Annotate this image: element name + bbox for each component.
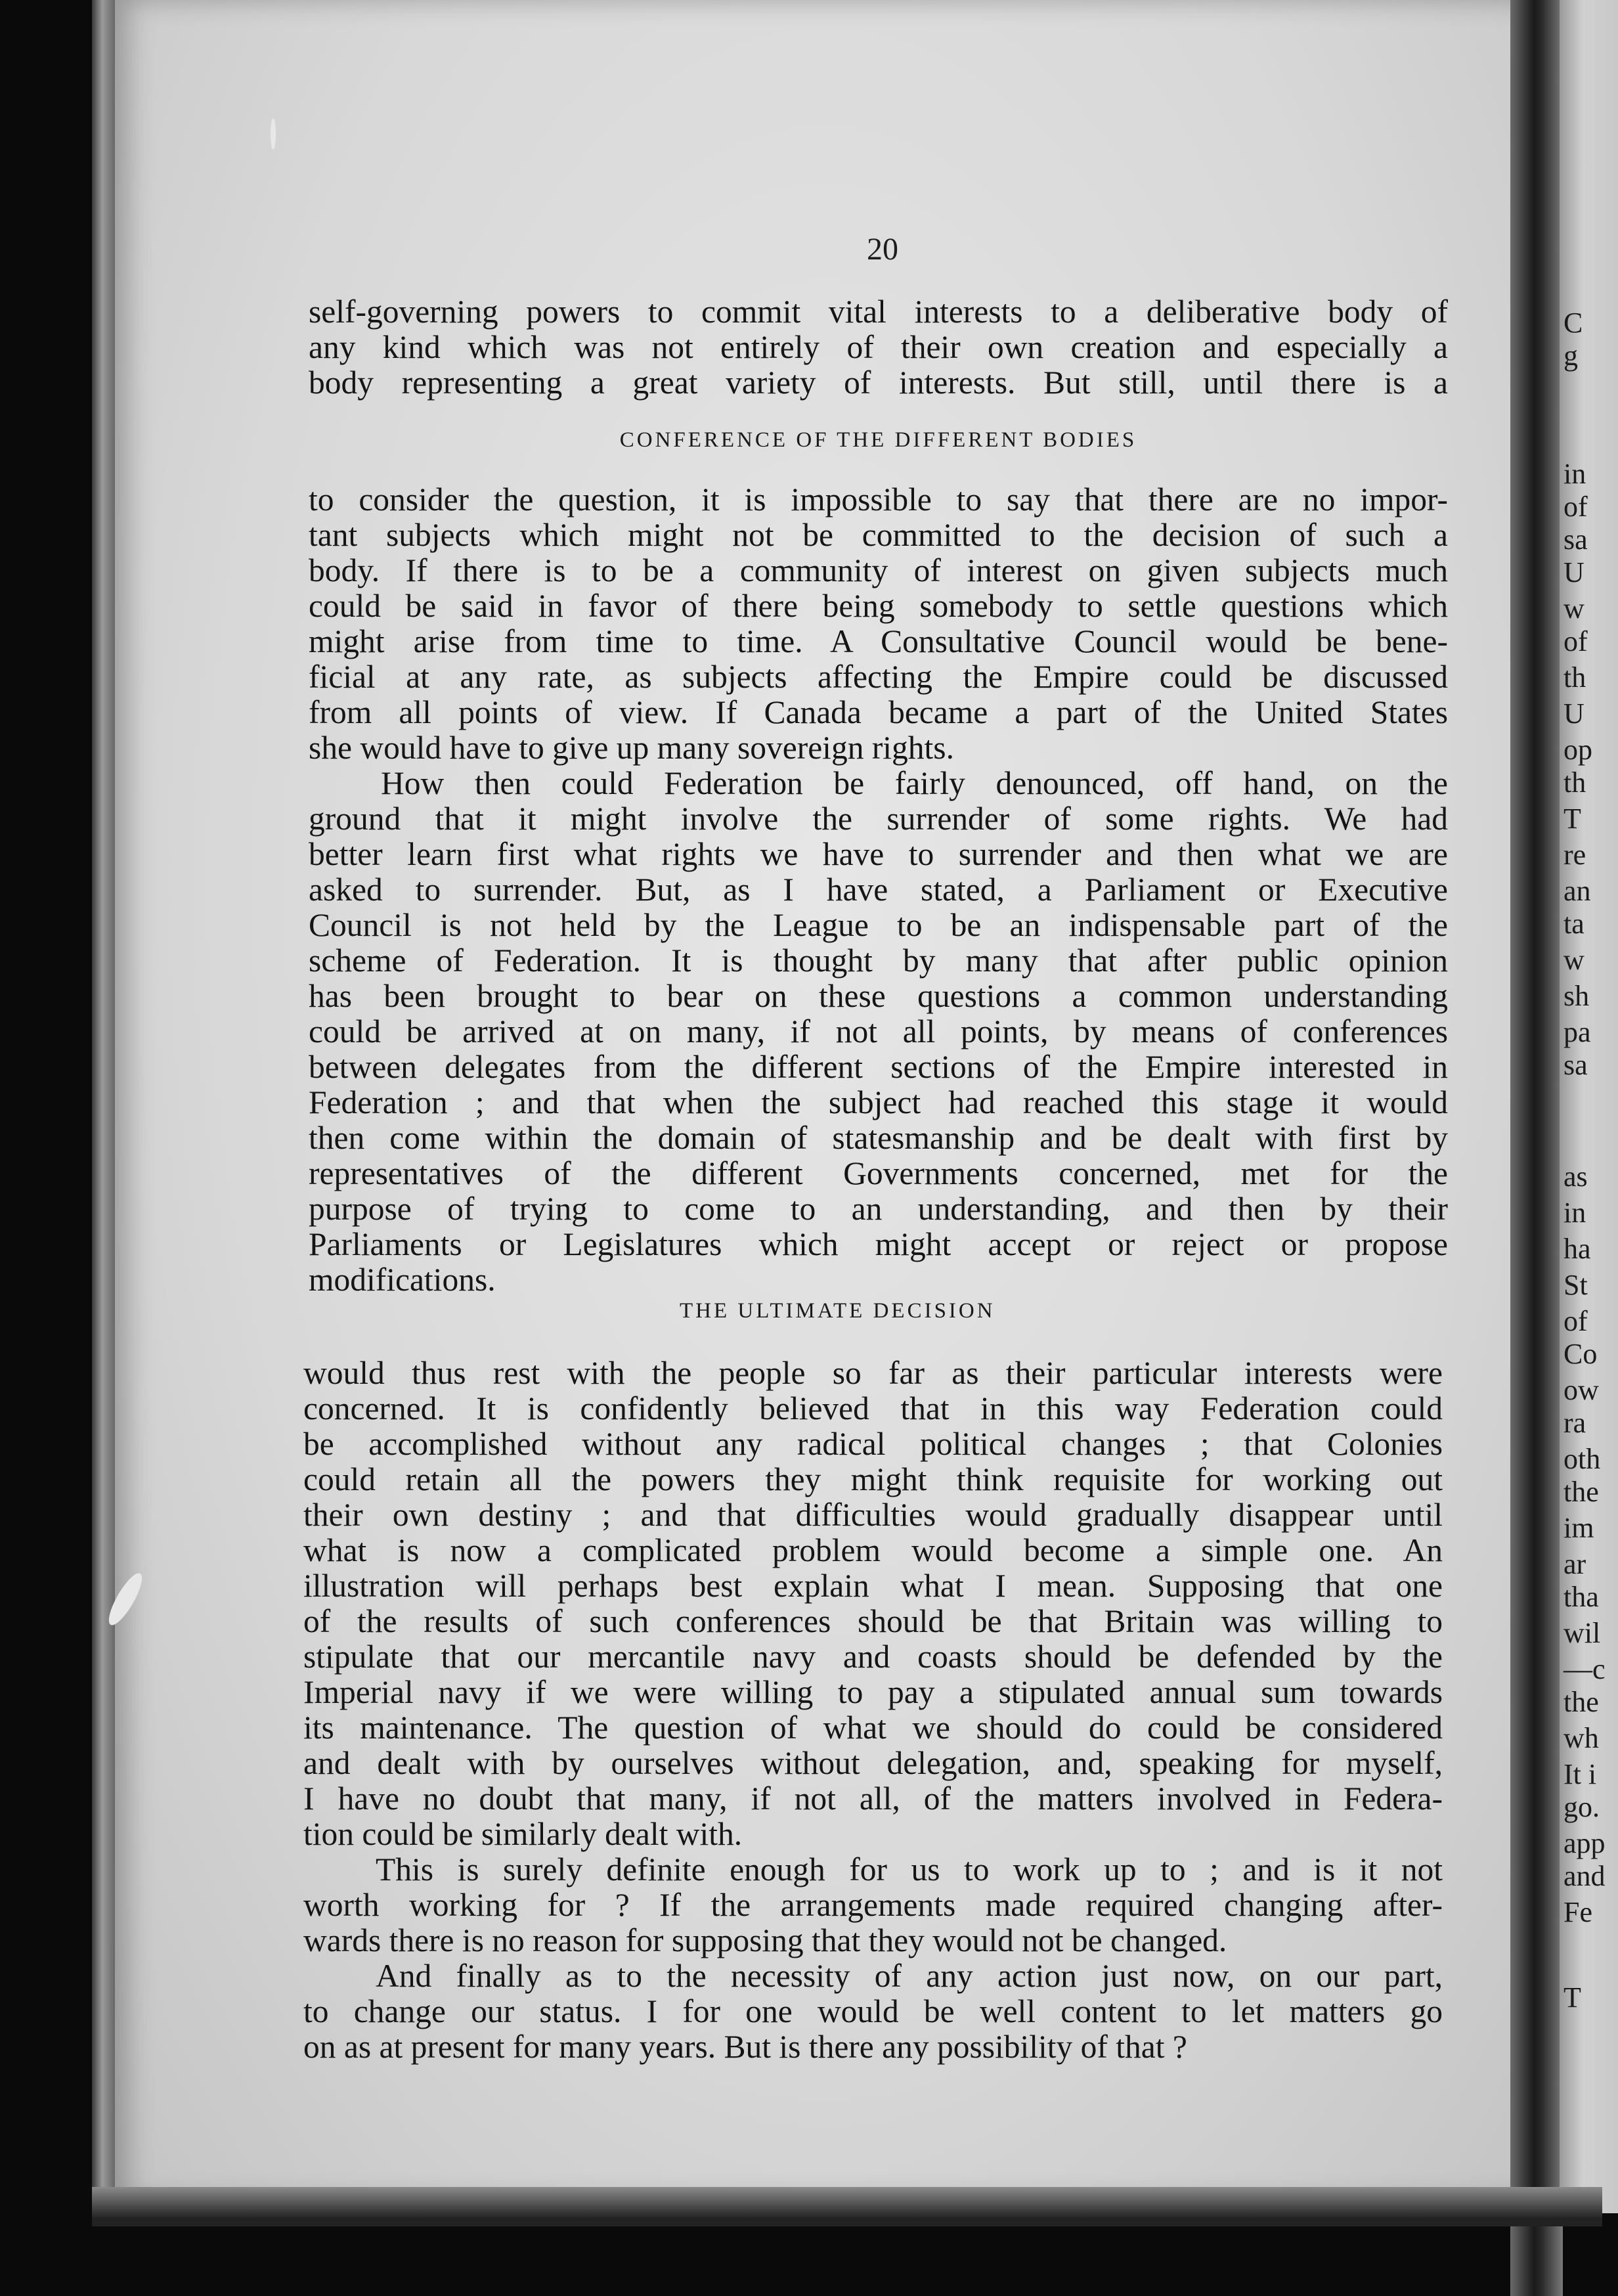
- text-line: Council is not held by the League to be an indispensable part of the: [309, 907, 1448, 943]
- facing-page-fragment: wil: [1563, 1617, 1601, 1649]
- facing-page-fragment: in: [1563, 1197, 1586, 1229]
- text-line: to consider the question, it is impossible to say that there are no impor-: [309, 481, 1448, 518]
- facing-page-fragment: T: [1563, 1981, 1581, 2014]
- facing-page-fragment: an: [1563, 875, 1591, 907]
- facing-page-fragment: as: [1563, 1160, 1588, 1193]
- text-line: ground that it might involve the surrender of some rights. We had: [309, 801, 1448, 837]
- text-line: to change our status. I for one would be well content to let matters go: [303, 1993, 1443, 2029]
- text-line: on as at present for many years. But is there any possibility of that ?: [303, 2029, 1187, 2065]
- text-line: scheme of Federation. It is thought by many that after public opinion: [309, 942, 1448, 979]
- text-line: could retain all the powers they might think requisite for working out: [303, 1461, 1443, 1497]
- facing-page-fragment: U: [1563, 697, 1585, 730]
- facing-page-fragment: of: [1563, 491, 1588, 523]
- facing-page-fragment: th: [1563, 766, 1586, 799]
- text-line: between delegates from the different sections of the Empire interested in: [309, 1049, 1448, 1085]
- text-line: body. If there is to be a community of interest on given subjects much: [309, 552, 1448, 588]
- text-line: Imperial navy if we were willing to pay a stipulated annual sum towards: [303, 1674, 1443, 1710]
- facing-page-fragment: pa: [1563, 1016, 1591, 1048]
- facing-page-fragment: sh: [1563, 980, 1590, 1012]
- facing-page-fragment: and: [1563, 1860, 1606, 1892]
- page-number: 20: [867, 232, 898, 267]
- text-line: of the results of such conferences should be that Britain was willing to: [303, 1603, 1443, 1639]
- facing-page-fragment: St: [1563, 1269, 1588, 1301]
- text-line: could be arrived at on many, if not all points, by means of conferences: [309, 1013, 1448, 1049]
- facing-page-fragment: re: [1563, 839, 1586, 871]
- facing-page-fragment: ra: [1563, 1407, 1586, 1439]
- text-block-1: [309, 294, 1448, 401]
- facing-page-fragment: Co: [1563, 1338, 1598, 1370]
- facing-page-fragment: op: [1563, 734, 1592, 766]
- text-line: purpose of trying to come to an understanding, and then by their: [309, 1191, 1448, 1227]
- text-line: body representing a great variety of interests. But still, until there is a: [309, 364, 1448, 401]
- text-line: Federation ; and that when the subject had reached this stage it would: [309, 1084, 1448, 1120]
- facing-page-fragment: the: [1563, 1476, 1599, 1508]
- facing-page-fragment: It i: [1563, 1758, 1597, 1790]
- text-line: might arise from time to time. A Consultative Council would be bene-: [309, 623, 1448, 659]
- facing-page-fragment: U: [1563, 556, 1585, 588]
- section-heading: THE ULTIMATE DECISION: [680, 1299, 995, 1323]
- text-line: their own destiny ; and that difficulties would gradually disappear until: [303, 1497, 1443, 1533]
- text-line: asked to surrender. But, as I have stated, a Parliament or Executive: [309, 872, 1448, 908]
- text-line: would thus rest with the people so far as their particular interests were: [303, 1355, 1443, 1391]
- text-line: illustration will perhaps best explain what I mean. Supposing that one: [303, 1568, 1443, 1604]
- text-line: what is now a complicated problem would become a simple one. An: [303, 1532, 1443, 1568]
- facing-page-fragment: C: [1563, 307, 1583, 339]
- text-line: be accomplished without any radical political changes ; that Colonies: [303, 1426, 1443, 1462]
- text-line: representatives of the different Governments concerned, met for the: [309, 1155, 1448, 1191]
- section-heading: CONFERENCE OF THE DIFFERENT BODIES: [619, 428, 1137, 452]
- text-line: ficial at any rate, as subjects affecting the Empire could be discussed: [309, 659, 1448, 695]
- text-line: from all points of view. If Canada became a part of the United States: [309, 694, 1448, 730]
- facing-page-fragment: g: [1563, 340, 1578, 372]
- facing-page-fragment: w: [1563, 592, 1585, 625]
- book-gutter: [1510, 0, 1563, 2296]
- text-line: wards there is no reason for supposing that they would not be changed.: [303, 1922, 1227, 1958]
- text-line: Parliaments or Legislatures which might accept or reject or propose: [309, 1226, 1448, 1262]
- text-line: tant subjects which might not be committed to the decision of such a: [309, 517, 1448, 553]
- text-line: then come within the domain of statesmanship and be dealt with first by: [309, 1120, 1448, 1156]
- text-block-2: [309, 482, 1448, 1298]
- facing-page-fragment: —c: [1563, 1653, 1606, 1685]
- text-line: modifications.: [309, 1262, 496, 1298]
- text-line: could be said in favor of there being somebody to settle questions which: [309, 588, 1448, 624]
- text-line: How then could Federation be fairly denounced, off hand, on the: [381, 765, 1448, 801]
- facing-page-fragment: T: [1563, 803, 1581, 835]
- facing-page-fragment: Fe: [1563, 1896, 1592, 1928]
- facing-page-fragment: ha: [1563, 1233, 1591, 1265]
- facing-page-fragment: of: [1563, 625, 1588, 657]
- facing-page-fragment: im: [1563, 1512, 1594, 1544]
- facing-page-fragment: app: [1563, 1827, 1606, 1859]
- text-block-3: [303, 1356, 1443, 2065]
- film-scratch: [271, 118, 276, 150]
- text-line: and dealt with by ourselves without delegation, and, speaking for myself,: [303, 1745, 1443, 1781]
- facing-page: [1560, 0, 1618, 2213]
- facing-page-fragment: ar: [1563, 1548, 1586, 1580]
- page-edge: [92, 0, 118, 2187]
- text-line: self-governing powers to commit vital interests to a deliberative body of: [309, 294, 1448, 330]
- facing-page-fragment: sa: [1563, 1049, 1588, 1081]
- text-line: concerned. It is confidently believed that in this way Federation could: [303, 1390, 1443, 1426]
- text-line: has been brought to bear on these questions a common understanding: [309, 978, 1448, 1014]
- text-line: she would have to give up many sovereign rights.: [309, 730, 954, 766]
- facing-page-fragment: sa: [1563, 523, 1588, 556]
- text-line: I have no doubt that many, if not all, of the matters involved in Federa-: [303, 1780, 1443, 1817]
- text-line: This is surely definite enough for us to work up to ; and is it not: [376, 1851, 1443, 1888]
- text-line: And finally as to the necessity of any action just now, on our part,: [376, 1958, 1443, 1994]
- facing-page-fragment: in: [1563, 458, 1586, 490]
- facing-page-fragment: go.: [1563, 1791, 1600, 1823]
- text-line: better learn first what rights we have to surrender and then what we are: [309, 836, 1448, 872]
- bottom-shadow: [92, 2187, 1602, 2226]
- text-line: worth working for ? If the arrangements made required changing after-: [303, 1887, 1443, 1923]
- text-line: any kind which was not entirely of their own creation and especially a: [309, 329, 1448, 365]
- facing-page-fragment: wh: [1563, 1722, 1599, 1754]
- facing-page-fragment: ta: [1563, 908, 1585, 940]
- text-line: tion could be similarly dealt with.: [303, 1816, 743, 1852]
- text-line: stipulate that our mercantile navy and coasts should be defended by the: [303, 1639, 1443, 1675]
- facing-page-fragment: tha: [1563, 1581, 1599, 1613]
- facing-page-fragment: ow: [1563, 1374, 1599, 1406]
- text-line: its maintenance. The question of what we should do could be considered: [303, 1710, 1443, 1746]
- facing-page-fragment: of: [1563, 1305, 1588, 1337]
- facing-page-fragment: oth: [1563, 1443, 1601, 1475]
- facing-page-fragment: th: [1563, 661, 1586, 694]
- facing-page-fragment: w: [1563, 944, 1585, 976]
- facing-page-fragment: the: [1563, 1686, 1599, 1718]
